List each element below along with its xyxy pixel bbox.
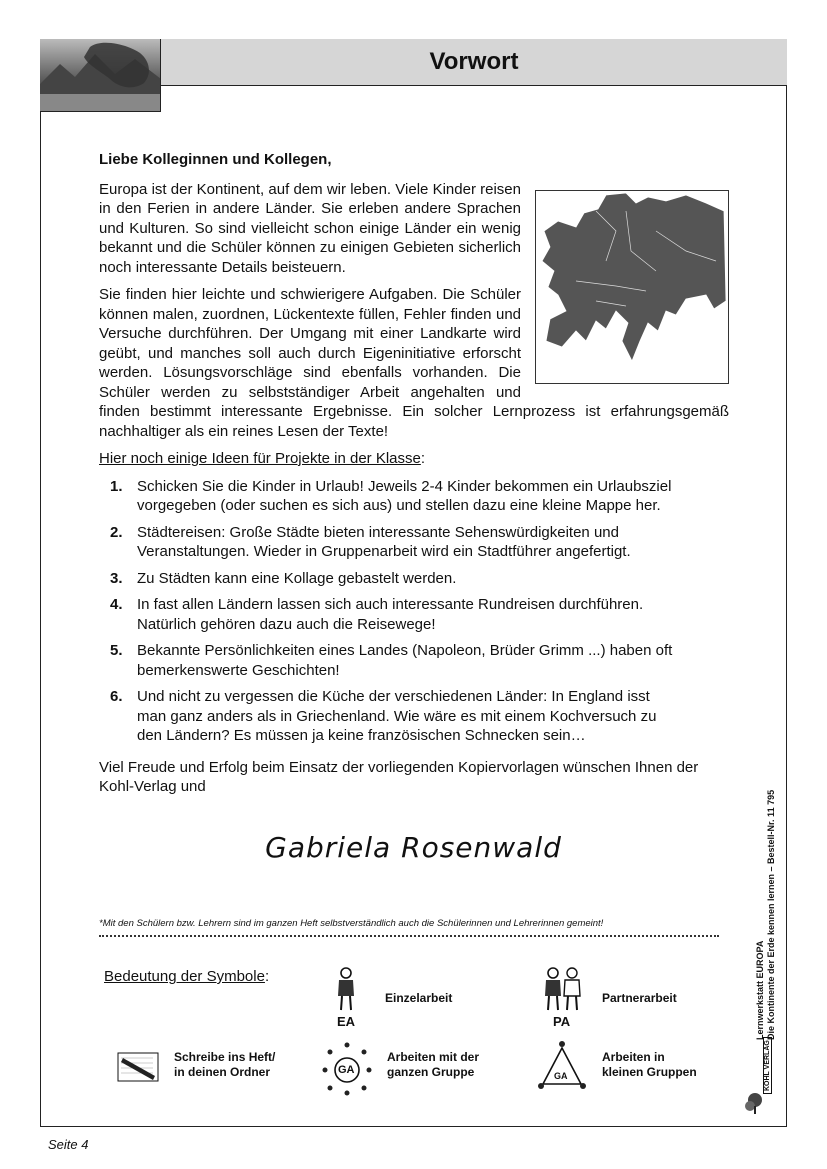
list-text: Zu Städten kann eine Kollage gebastelt werden. [137,569,457,587]
pa-abbr: PA [553,1014,571,1029]
list-number: 3. [110,569,123,587]
europe-map [535,190,729,384]
list-number: 6. [110,688,123,705]
ideas-heading [99,449,729,469]
list-item [99,477,729,516]
single-person-icon [334,966,358,1012]
list-number: 2. [110,523,123,541]
heft-label [174,1050,275,1080]
list-text: In fast allen Ländern lassen sich auch interessante Rundreisen durchführen. Natürlich gehören dazu auch die Reisewege! [137,596,644,633]
einzelarbeit-label: Einzelarbeit [385,991,453,1005]
ganze-gruppe-line-2: ganzen Gruppe [387,1065,475,1079]
kohl-logo-text: KOHL VERLAG [763,1037,772,1094]
footnote: *Mit den Schülern bzw. Lehrern sind im ganzen Heft selbstverständlich auch die Schülerinnen und Lehrerinnen gemeint! [99,918,604,929]
list-item [99,595,729,634]
salutation: Liebe Kolleginnen und Kollegen, [99,151,332,168]
closing-text: Viel Freude und Erfolg beim Einsatz der vorliegenden Kopiervorlagen wünschen Ihnen der Kohl-Verlag und [99,758,699,795]
list-item [99,641,729,680]
list-item [99,687,729,746]
list-number: 1. [110,477,123,495]
side-line-2: Die Kontinente der Erde kennen lernen – Bestell-Nr. 11 795 [766,789,776,1040]
heft-label-line-1: Schreibe ins Heft/ [174,1050,276,1064]
page-number: Seite 4 [48,1137,89,1152]
kleine-gruppe-label [602,1050,697,1080]
small-group-icon [537,1040,587,1092]
ideas-list [99,477,729,746]
partnerarbeit-label: Partnerarbeit [602,991,677,1005]
ga-abbr-small: GA [554,1071,568,1081]
title-bar [161,39,787,86]
page-title: Vorwort [429,48,519,75]
notebook-pen-icon [117,1052,159,1082]
header-photo [40,39,161,112]
paragraph-2: Sie finden hier leichte und schwierigere Aufgaben. Die Schüler können malen, zuordnen, Lückentexte füllen, Fehler finden und Versuche durchführen. Der Umgang mit einer Landkarte wird geübt, und manches soll auch durch Eigeninitiative erforscht werden. Lösungsvorschläge sind ebenfalls vorhanden. Die Schüler werden zu selbstständiger Arbeit angehalten und finden bestimmt interessante Ergebnisse. Ein solcher Lernprozess ist erfahrungsgemäß nachhaltiger als ein reines Lesen der Texte! [99,286,729,440]
symbols-heading [104,968,269,985]
symbols-heading-colon: : [264,968,270,985]
list-text: Bekannte Persönlichkeiten eines Landes (Napoleon, Brüder Grimm ...) haben oft bemerkenswerte Geschichten! [137,642,673,679]
page-header [40,39,787,112]
side-line-1: Lernwerkstatt EUROPA [755,940,765,1040]
ideas-heading-colon: : [420,450,426,467]
ganze-gruppe-label [387,1050,479,1080]
list-text: Städtereisen: Große Städte bieten interessante Sehenswürdigkeiten und Veranstaltungen. Wieder in Gruppenarbeit wird ein Stadtführer angefertigt. [137,523,631,560]
list-item [99,569,729,589]
list-text: Und nicht zu vergessen die Küche der verschiedenen Länder: In England isst man ganz anders als in Griechenland. Wie wäre es mit einem Kochversuch zu den Ländern? Es müssen ja keine französischen Schnecken sein… [137,688,657,744]
list-text: Schicken Sie die Kinder in Urlaub! Jeweils 2-4 Kinder bekommen ein Urlaubsziel vorgegeben (oder suchen es sich aus) und stellen dazu eine kleine Mappe her. [137,477,672,514]
symbols-heading-text: Bedeutung der Symbole [104,968,265,985]
signature: Gabriela Rosenwald [265,831,562,864]
dotted-divider [99,935,719,937]
main-content [99,150,729,805]
heft-label-line-2: in deinen Ordner [174,1065,271,1079]
kleine-gruppe-line-2: kleinen Gruppen [602,1065,697,1079]
kleine-gruppe-line-1: Arbeiten in [602,1050,665,1064]
ea-abbr: EA [337,1014,356,1029]
list-number: 4. [110,596,123,613]
ga-abbr-whole: GA [338,1064,355,1076]
kohl-logo [745,1040,777,1116]
ganze-gruppe-line-1: Arbeiten mit der [387,1050,480,1064]
list-number: 5. [110,642,123,659]
kohl-logo-icon [745,1092,765,1114]
list-item [99,523,729,562]
paragraph-1: Europa ist der Kontinent, auf dem wir leben. Viele Kinder reisen in den Ferien in andere Länder. Sie erleben andere Sprachen und Kulturen. So sind vielleicht schon einige Länder ein wenig bekannt und die Schüler können zu einigen Gebieten sicherlich noch interessante Details beisteuern. [99,180,521,276]
ideas-heading-text: Hier noch einige Ideen für Projekte in der Klasse [99,450,421,467]
two-persons-icon [543,966,583,1012]
